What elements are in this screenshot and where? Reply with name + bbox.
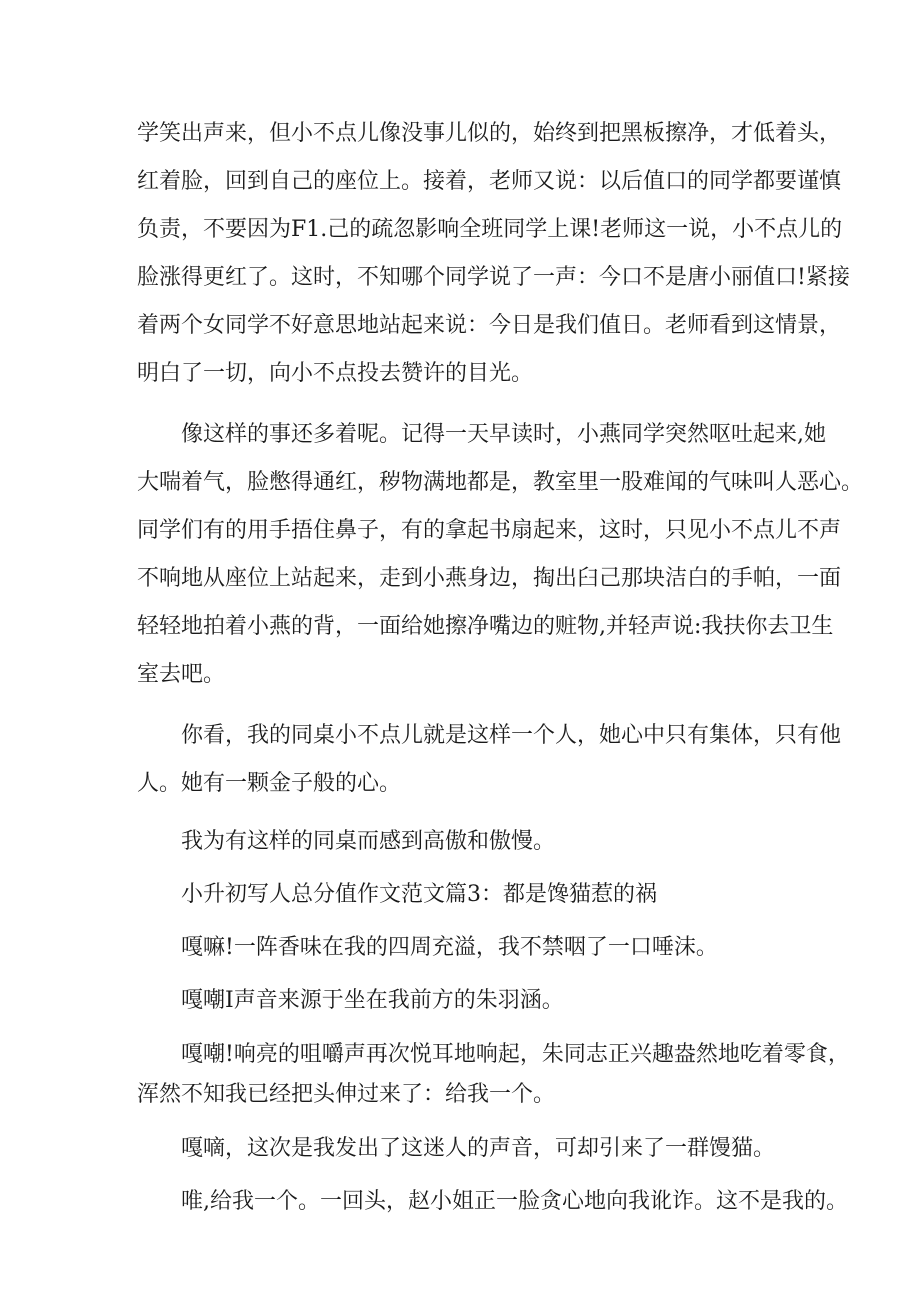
- text-line: 嘎嘲I声音来源于坐在我前方的朱羽涵。: [181, 988, 564, 1013]
- section-heading: [137, 876, 797, 914]
- text-line: 轻轻地拍着小燕的背，一面给她擦净嘴边的赃物,并轻声说:我扶你去卫生: [137, 614, 834, 639]
- text-line: 室去吧。: [137, 662, 226, 687]
- text-line: 学笑出声来，但小不点儿像没事儿似的，始终到把黑板擦净，才低着头，: [137, 121, 842, 146]
- text-line: 我为有这样的同桌而感到高傲和傲慢。: [181, 829, 556, 854]
- document-body: [137, 110, 864, 1221]
- text-line: 你看，我的同桌小不点儿就是这样一个人，她心中只有集体，只有他: [181, 723, 842, 748]
- text-line: 红着脸，回到自己的座位上。接着，老师又说：以后值口的同学都要谨慎: [137, 169, 842, 194]
- paragraph-9: [137, 1183, 848, 1221]
- text-line: 明白了一切，向小不点投去赞许的目光。: [137, 361, 534, 386]
- paragraph-3: [137, 712, 842, 808]
- paragraph-2: [137, 411, 864, 699]
- text-line: 嘎嘛!一阵香味在我的四周充溢，我不禁咽了一口唾沫。: [181, 935, 718, 960]
- text-line: 唯,给我一个。一回头，赵小姐正一脸贪心地向我讹诈。这不是我的。: [181, 1189, 848, 1214]
- text-line: 大喘着气，脸憋得通红，秽物满地都是，教室里一股难闻的气味叫人恶心。: [137, 470, 864, 495]
- text-line: 小升初写人总分值作文范文篇3：都是馋猫惹的祸: [181, 882, 657, 907]
- text-line: 嘎嘲!响亮的咀嚼声再次悦耳地响起，朱同志正兴趣盎然地吃着零食，: [181, 1042, 850, 1067]
- text-line: 脸涨得更红了。这时，不知哪个同学说了一声：今口不是唐小丽值口!紧接: [137, 265, 850, 290]
- paragraph-7: [137, 1035, 850, 1115]
- paragraph-4: [137, 823, 797, 861]
- text-line: 像这样的事还多着呢。记得一天早读时，小燕同学突然呕吐起来,她: [181, 422, 826, 447]
- paragraph-1: [137, 110, 850, 398]
- text-line: 着两个女同学不好意思地站起来说：今日是我们值日。老师看到这情景，: [137, 313, 842, 338]
- text-line: 浑然不知我已经把头伸过来了：给我一个。: [137, 1082, 556, 1107]
- text-line: 不响地从座位上站起来，走到小燕身边，掏出臼己那块洁白的手帕，一面: [137, 566, 842, 591]
- paragraph-5: [137, 929, 797, 967]
- text-line: 同学们有的用手捂住鼻子，有的拿起书扇起来，这时，只见小不点儿不声: [137, 518, 842, 543]
- paragraph-8: [137, 1130, 797, 1168]
- text-line: 负责，不要因为F1.己的疏忽影响全班同学上课!老师这一说，小不点儿的: [137, 217, 843, 242]
- text-line: 人。她有一颗金子般的心。: [137, 771, 402, 796]
- text-line: 嘎嘀，这次是我发出了这迷人的声音，可却引来了一群馒猫。: [181, 1136, 776, 1161]
- paragraph-6: [137, 982, 797, 1020]
